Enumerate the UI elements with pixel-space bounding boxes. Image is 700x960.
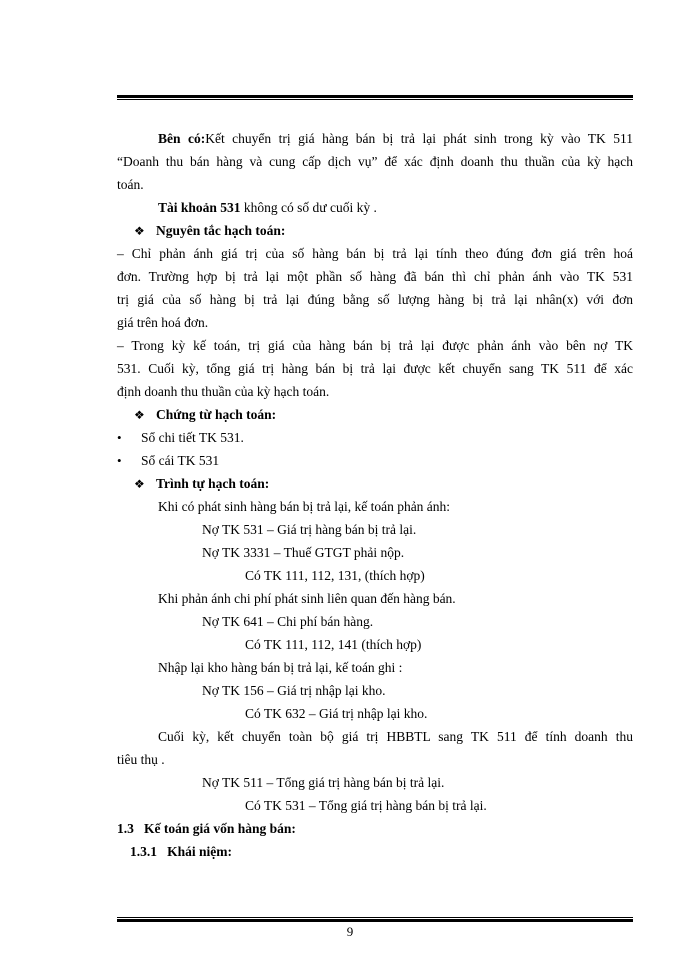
line-text: Nợ TK 641 – Chi phí bán hàng. (202, 614, 374, 629)
text-line (130, 844, 232, 860)
text-line (202, 683, 386, 699)
text-line (117, 361, 633, 377)
bullet-icon: • (117, 430, 122, 445)
text-line (202, 545, 404, 561)
line-text: đơn. Trường hợp bị trả lại một phần số hàng đã bán thì chỉ phản ánh vào TK 531 (117, 269, 633, 284)
diamond-bullet-icon: ❖ (134, 408, 145, 422)
line-text: Sổ chi tiết TK 531. (141, 430, 244, 445)
text-line (117, 752, 165, 768)
line-text: – Trong kỳ kế toán, trị giá của hàng bán bị trả lại được phản ánh vào bên nợ TK (117, 338, 633, 353)
text-line (117, 453, 219, 469)
text-line (117, 384, 329, 400)
bold-text: Trình tự hạch toán: (156, 476, 270, 491)
line-text: Có TK 632 – Giá trị nhập lại kho. (245, 706, 428, 721)
line-text: toán. (117, 177, 144, 192)
text-line (202, 775, 444, 791)
footer-rule (117, 917, 633, 922)
text-line (117, 154, 633, 170)
text-line (158, 131, 633, 147)
bold-text: Bên có: (158, 131, 206, 146)
line-text: giá trên hoá đơn. (117, 315, 209, 330)
line-text: Nợ TK 531 – Giá trị hàng bán bị trả lại. (202, 522, 417, 537)
line-text: Có TK 531 – Tổng giá trị hàng bán bị trả lại. (245, 798, 487, 813)
line-text: Khi có phát sinh hàng bán bị trả lại, kế toán phản ánh: (158, 499, 451, 514)
text-line (245, 568, 425, 584)
line-text: 531. Cuối kỳ, tổng giá trị hàng bán bị trả lại được kết chuyển sang TK 511 để xác (117, 361, 633, 376)
line-text: Có TK 111, 112, 131, (thích hợp) (245, 568, 425, 583)
text-line (158, 729, 633, 745)
text-line (202, 614, 373, 630)
text-line (117, 821, 296, 837)
text-line (117, 292, 633, 308)
text-line (117, 269, 633, 285)
line-text: “Doanh thu bán hàng và cung cấp dịch vụ” để xác định doanh thu thuần của kỳ hạch (117, 154, 633, 169)
line-text: không có số dư cuối kỳ . (240, 200, 377, 215)
line-text: Sổ cái TK 531 (141, 453, 220, 468)
line-text: tiêu thụ . (117, 752, 165, 767)
text-line (158, 660, 402, 676)
line-text: Kết chuyển trị giá hàng bán bị trả lại phát sinh trong kỳ vào TK 511 (205, 131, 633, 146)
bold-text: Tài khoản 531 (158, 200, 241, 215)
text-line (134, 476, 269, 492)
line-text: Cuối kỳ, kết chuyển toàn bộ giá trị HBBTL sang TK 511 để tính doanh thu (158, 729, 633, 744)
line-text: Nợ TK 156 – Giá trị nhập lại kho. (202, 683, 386, 698)
line-text: Nợ TK 511 – Tổng giá trị hàng bán bị trả lại. (202, 775, 445, 790)
diamond-bullet-icon: ❖ (134, 224, 145, 238)
line-text: – Chỉ phản ánh giá trị của số hàng bán bị trả lại tính theo đúng đơn giá trên hoá (117, 246, 633, 261)
bullet-icon: • (117, 453, 122, 468)
text-line (117, 177, 144, 193)
text-line (245, 706, 427, 722)
line-text: định doanh thu thuần của kỳ hạch toán. (117, 384, 330, 399)
bold-text: Nguyên tắc hạch toán: (156, 223, 286, 238)
text-line (245, 798, 487, 814)
text-line (134, 223, 285, 239)
text-line (117, 315, 208, 331)
line-text: Nhập lại kho hàng bán bị trả lại, kế toán ghi : (158, 660, 403, 675)
bold-text: 1.3.1 Khái niệm: (130, 844, 233, 859)
text-line (134, 407, 276, 423)
text-line (117, 246, 633, 262)
text-line (158, 591, 456, 607)
diamond-bullet-icon: ❖ (134, 477, 145, 491)
text-line (117, 430, 244, 446)
line-text: trị giá của số hàng bị trả lại đúng bằng số lượng hàng bị trả lại nhân(x) với đơn (117, 292, 633, 307)
text-line (117, 338, 633, 354)
text-line (245, 637, 421, 653)
line-text: Khi phản ánh chi phí phát sinh liên quan đến hàng bán. (158, 591, 456, 606)
bold-text: Chứng từ hạch toán: (156, 407, 277, 422)
bold-text: 1.3 Kế toán giá vốn hàng bán: (117, 821, 296, 836)
text-line (202, 522, 416, 538)
text-line (158, 499, 450, 515)
line-text: Có TK 111, 112, 141 (thích hợp) (245, 637, 422, 652)
page-number: 9 (346, 924, 354, 939)
line-text: Nợ TK 3331 – Thuế GTGT phải nộp. (202, 545, 405, 560)
text-line (158, 200, 377, 216)
header-rule (117, 95, 633, 100)
